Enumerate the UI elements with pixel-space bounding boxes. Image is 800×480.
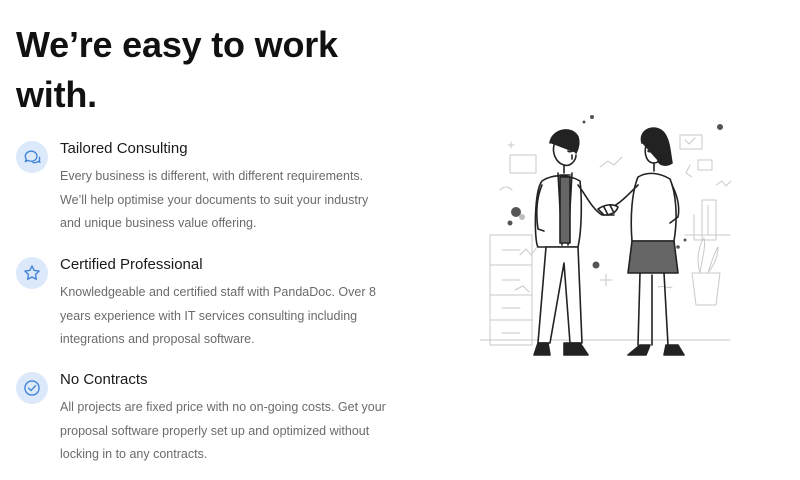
chat-bubbles-icon (16, 141, 48, 173)
feature-description: Knowledgeable and certified staff with PandaDoc. Over 8 years experience with IT services consulting including integrations and proposal software. (60, 285, 376, 346)
feature-description: Every business is different, with different requirements. We’ll help optimise your documents to suit your industry and unique business value offering. (60, 169, 369, 230)
star-icon (16, 257, 48, 289)
feature-title: Tailored Consulting (60, 140, 188, 157)
feature-title: Certified Professional (60, 256, 203, 273)
feature-description: All projects are fixed price with no on-going costs. Get your proposal software properly set up and optimized without locking in to any contracts. (60, 400, 386, 461)
handshake-illustration (480, 105, 760, 375)
section-heading: We’re easy to work with. (16, 24, 338, 115)
feature-title: No Contracts (60, 371, 148, 388)
check-circle-icon (16, 372, 48, 404)
